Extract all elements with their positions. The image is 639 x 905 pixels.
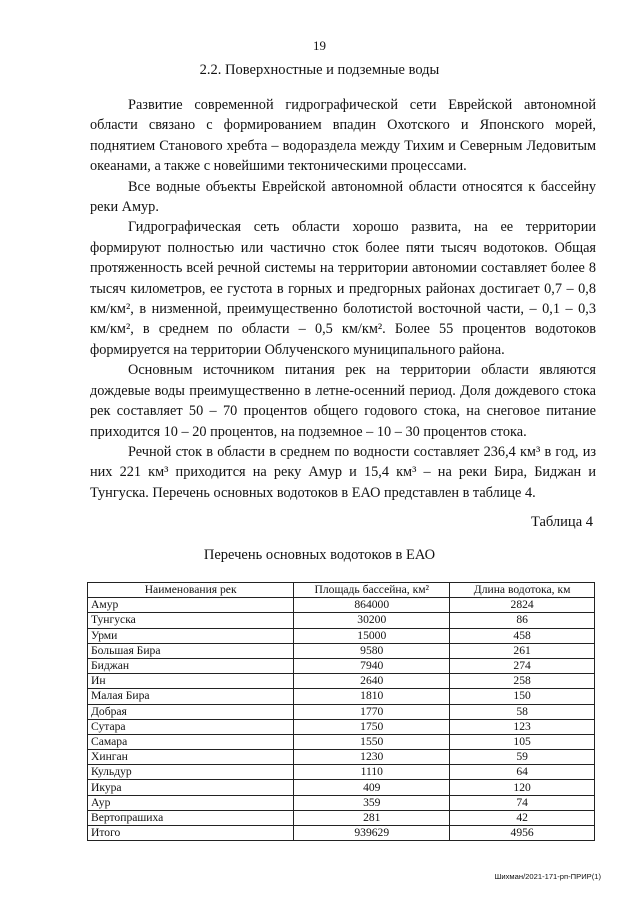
cell-basin-area: 409: [294, 780, 450, 795]
table-row: [88, 719, 595, 734]
cell-river-name: Большая Бира: [88, 643, 294, 658]
table-header-row: [88, 583, 595, 598]
cell-basin-area: 1110: [294, 765, 450, 780]
cell-basin-area: 939629: [294, 826, 450, 841]
cell-length: 2824: [450, 598, 595, 613]
cell-river-name: Ин: [88, 674, 294, 689]
table-row: [88, 658, 595, 673]
cell-river-name: Сутара: [88, 719, 294, 734]
cell-river-name: Малая Бира: [88, 689, 294, 704]
cell-river-name: Аур: [88, 795, 294, 810]
page-number: 19: [313, 38, 326, 53]
table-row: [88, 810, 595, 825]
table-row: [88, 734, 595, 749]
paragraph: Гидрографическая сеть области хорошо развита, на ее территории формируют полностью или частично сток более пяти тысяч водотоков. Общая протяженность всей речной системы на территории автономии составляет более 8 тысяч километров, ее густота в горных и предгорных районах достигает 0,7 – 0,8 км/км², в низменной, преимущественно болотистой восточной части, – 0,1 – 0,3 км/км², в среднем по области – 0,5 км/км². Более 55 процентов водотоков формируется на территории Облученского муниципального района.: [90, 219, 596, 358]
paragraph: Основным источником питания рек на территории области являются дождевые воды преимущественно в летне-осенний период. Доля дождевого стока рек составляет 50 – 70 процентов общего годового стока, на снеговое питание приходится 10 – 20 процентов, на подземное – 10 – 30 процентов стока.: [90, 362, 596, 440]
cell-length: 261: [450, 643, 595, 658]
cell-basin-area: 1770: [294, 704, 450, 719]
cell-river-name: Кульдур: [88, 765, 294, 780]
cell-river-name: Вертопрашиха: [88, 810, 294, 825]
body-text: [90, 95, 596, 503]
cell-basin-area: 1550: [294, 734, 450, 749]
cell-length: 274: [450, 658, 595, 673]
paragraph: Развитие современной гидрографической сети Еврейской автономной области связано с формированием впадин Охотского и Японского морей, поднятием Станового хребта – водораздела между Тихим и Северным Ледовитым океанами, а также с новейшими тектоническими процессами.: [90, 97, 596, 175]
cell-river-name: Добрая: [88, 704, 294, 719]
cell-basin-area: 2640: [294, 674, 450, 689]
cell-length: 64: [450, 765, 595, 780]
cell-length: 59: [450, 750, 595, 765]
cell-basin-area: 15000: [294, 628, 450, 643]
cell-basin-area: 7940: [294, 658, 450, 673]
table-row: [88, 628, 595, 643]
table-row: [88, 689, 595, 704]
cell-basin-area: 281: [294, 810, 450, 825]
cell-river-name: Урми: [88, 628, 294, 643]
cell-length: 258: [450, 674, 595, 689]
header-length: Длина водотока, км: [450, 583, 595, 598]
cell-basin-area: 30200: [294, 613, 450, 628]
cell-length: 74: [450, 795, 595, 810]
cell-river-name: Самара: [88, 734, 294, 749]
cell-river-name: Амур: [88, 598, 294, 613]
rivers-table: [87, 582, 595, 841]
cell-river-name: Биджан: [88, 658, 294, 673]
table-body: [88, 598, 595, 841]
cell-basin-area: 1750: [294, 719, 450, 734]
header-river-name: Наименования рек: [88, 583, 294, 598]
cell-basin-area: 9580: [294, 643, 450, 658]
cell-basin-area: 864000: [294, 598, 450, 613]
cell-length: 58: [450, 704, 595, 719]
table-row: [88, 598, 595, 613]
table-row: [88, 750, 595, 765]
table-row: [88, 674, 595, 689]
table-caption: Перечень основных водотоков в ЕАО: [203, 547, 436, 563]
cell-basin-area: 1230: [294, 750, 450, 765]
cell-river-name: Тунгуска: [88, 613, 294, 628]
paragraph: Речной сток в области в среднем по водности составляет 236,4 км³ в год, из них 221 км³ приходится на реку Амур и 15,4 км³ – на реки Бира, Биджан и Тунгуска. Перечень основных водотоков в ЕАО представлен в таблице 4.: [90, 443, 596, 501]
section-heading: 2.2. Поверхностные и подземные воды: [199, 62, 440, 78]
cell-basin-area: 1810: [294, 689, 450, 704]
cell-river-name: Итого: [88, 826, 294, 841]
table-row: [88, 643, 595, 658]
cell-length: 120: [450, 780, 595, 795]
cell-length: 105: [450, 734, 595, 749]
cell-length: 42: [450, 810, 595, 825]
table-row: [88, 795, 595, 810]
document-code: Шихман/2021-171-рп-ПРИР(1): [494, 872, 601, 881]
table-row: [88, 780, 595, 795]
cell-river-name: Икура: [88, 780, 294, 795]
cell-length: 150: [450, 689, 595, 704]
cell-river-name: Хинган: [88, 750, 294, 765]
table-row: [88, 765, 595, 780]
table-row: [88, 826, 595, 841]
table-row: [88, 704, 595, 719]
table-label: Таблица 4: [530, 514, 593, 530]
cell-basin-area: 359: [294, 795, 450, 810]
header-basin-area: Площадь бассейна, км²: [294, 583, 450, 598]
cell-length: 86: [450, 613, 595, 628]
cell-length: 123: [450, 719, 595, 734]
paragraph: Все водные объекты Еврейской автономной области относятся к бассейну реки Амур.: [90, 178, 596, 216]
table-row: [88, 613, 595, 628]
cell-length: 4956: [450, 826, 595, 841]
cell-length: 458: [450, 628, 595, 643]
